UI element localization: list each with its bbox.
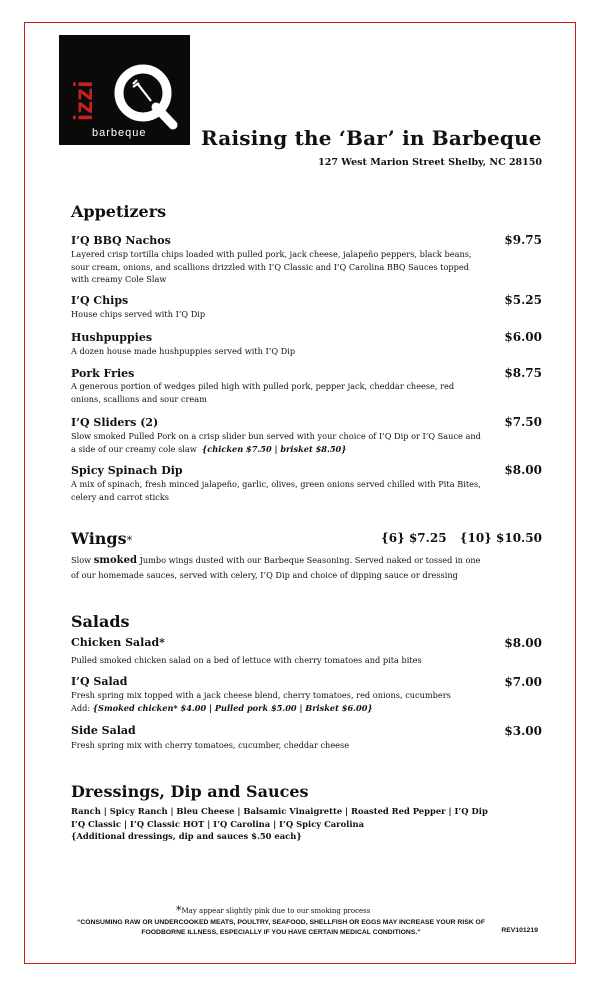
wings-heading [71, 529, 132, 548]
appetizer-extra-options: {chicken $7.50 | brisket $8.50} [202, 443, 347, 454]
salad-add-label: Add: [71, 702, 91, 713]
appetizer-desc: A mix of spinach, fresh minced jalapeño, garlic, olives, green onions served chilled with Pita Bites, celery and carrot sticks [71, 479, 481, 502]
appetizer-price: $9.75 [504, 233, 542, 247]
appetizer-desc: House chips served with I’Q Dip [71, 309, 206, 319]
fork-icon [133, 80, 151, 101]
appetizer-price: $7.50 [504, 415, 542, 429]
appetizer-name: I’Q BBQ Nachos [71, 234, 171, 247]
salad-name: Chicken Salad* [71, 636, 165, 649]
appetizers-heading: Appetizers [71, 202, 167, 221]
tagline: Raising the ‘Bar’ in Barbeque [201, 126, 542, 150]
salad-desc: Pulled smoked chicken salad on a bed of lettuce with cherry tomatoes and pita bites [71, 655, 422, 665]
dressings-line: Ranch | Spicy Ranch | Bleu Cheese | Balsamic Vinaigrette | Roasted Red Pepper | I’Q Dip [71, 806, 488, 816]
dressings-line: I’Q Classic | I’Q Classic HOT | I’Q Carolina | I’Q Spicy Carolina [71, 818, 365, 829]
appetizer-price: $8.75 [504, 366, 542, 380]
wings-desc-pre: Slow [71, 555, 92, 565]
revision-code: REV101219 [501, 927, 538, 934]
salad-name: I’Q Salad [71, 675, 128, 688]
dressings-heading: Dressings, Dip and Sauces [71, 782, 309, 801]
wings-price-6: {6} $7.25 [381, 531, 447, 545]
wings-star: * [126, 534, 133, 547]
salad-desc: Fresh spring mix with cherry tomatoes, cucumber, cheddar cheese [71, 740, 350, 750]
wings-price-10: {10} $10.50 [459, 531, 542, 545]
consumer-warning: “CONSUMING RAW OR UNDERCOOKED MEATS, POULTRY, SEAFOOD, SHELLFISH OR EGGS MAY INCREASE YOUR RISK OF FOODBORNE ILLNESS, ESPECIALLY IF YOU HAVE CERTAIN MEDICAL CONDITIONS.” [77, 919, 485, 936]
salad-add-ons [71, 702, 486, 715]
appetizer-name: Spicy Spinach Dip [71, 464, 183, 477]
appetizer-name: I’Q Chips [71, 294, 129, 307]
restaurant-address: 127 West Marion Street Shelby, NC 28150 [318, 157, 542, 168]
appetizer-name: Pork Fries [71, 367, 135, 380]
wings-title-text: Wings [71, 529, 127, 548]
salad-price: $3.00 [504, 724, 542, 738]
salad-name: Side Salad [71, 724, 136, 737]
dressings-note: {Additional dressings, dip and sauces $.50 each} [71, 831, 302, 841]
salad-desc [71, 689, 486, 714]
salads-heading: Salads [71, 612, 130, 631]
wings-desc-bold: smoked [93, 555, 137, 566]
appetizer-desc: Layered crisp tortilla chips loaded with pulled pork, jack cheese, jalapeño peppers, black beans, sour cream, onions, and scallions drizzled with I’Q Classic and I’Q Carolina BBQ Sauces topped with creamy Cole Slaw [71, 249, 472, 284]
smoking-footnote [176, 904, 370, 917]
wings-desc-post: Jumbo wings dusted with our Barbeque Seasoning. Served naked or tossed in one of our homemade sauces, served with celery, I’Q Dip and choice of dipping sauce or dressing [71, 555, 481, 580]
appetizer-name: Hushpuppies [71, 331, 153, 344]
footnote-star: * [176, 904, 182, 917]
appetizer-name: I’Q Sliders (2) [71, 416, 159, 429]
logo-subtext: barbeque [92, 127, 147, 139]
appetizer-price: $6.00 [504, 330, 542, 344]
izzi-logo [59, 35, 190, 145]
logo-wordmark: izzi [68, 80, 98, 121]
appetizer-desc: A dozen house made hushpuppies served with I’Q Dip [71, 346, 296, 356]
footnote-text: May appear slightly pink due to our smoking process [181, 907, 371, 915]
appetizer-desc: A generous portion of wedges piled high with pulled pork, pepper jack, cheddar cheese, red onions, scallions and sour cream [71, 381, 455, 404]
appetizer-price: $5.25 [504, 293, 542, 307]
appetizer-price: $8.00 [504, 463, 542, 477]
salad-add-options: {Smoked chicken* $4.00 | Pulled pork $5.00 | Brisket $6.00} [92, 702, 373, 713]
salad-price: $8.00 [504, 636, 542, 650]
wings-desc [71, 553, 491, 582]
salad-desc-text: Fresh spring mix topped with a jack cheese blend, cherry tomatoes, red onions, cucumbers [71, 690, 451, 700]
appetizer-desc-text: Slow smoked Pulled Pork on a crisp slider bun served with your choice of I’Q Dip or I’Q Sauce and a side of our creamy cole slaw [71, 431, 481, 454]
appetizer-desc [71, 430, 486, 455]
salad-price: $7.00 [504, 675, 542, 689]
dressings-list [71, 805, 488, 843]
